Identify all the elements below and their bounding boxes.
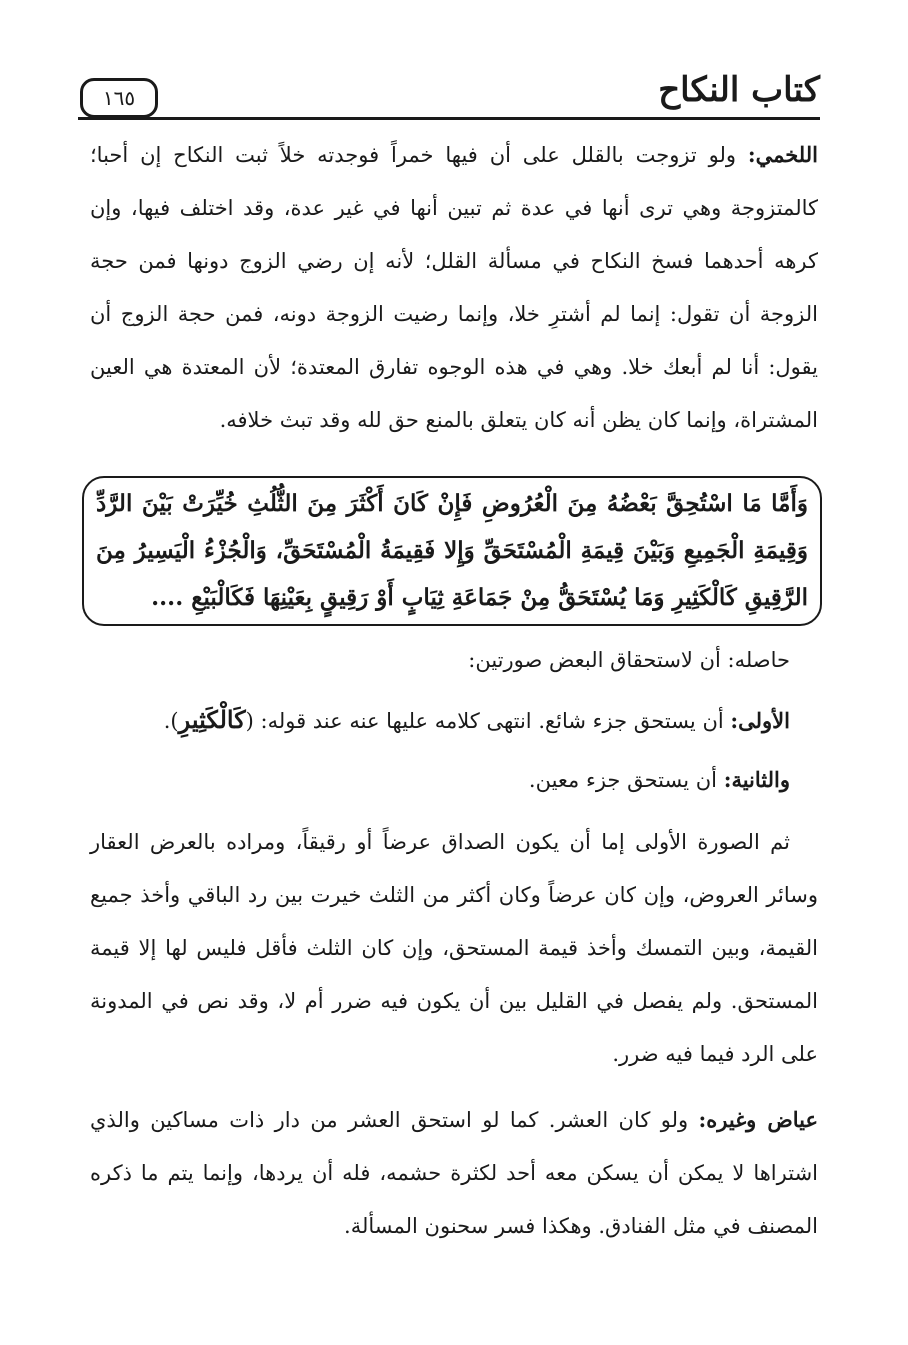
author-label-iyad: عياض وغيره: [698,1107,818,1132]
second-case-line [62,758,790,802]
explanation-paragraph: ثم الصورة الأولى إما أن يكون الصداق عرضاً أو رقيقاً، ومراده بالعرض العقار وسائر العروض، وإن كان عرضاً وكان أكثر من الثلث خيرت بين رد الباقي وأخذ جميع القيمة، وبين التمسك وأخذ قيمة المستحق، وإن كان الثلث فأقل فليس لها إلا قيمة المستحق. ولم يفصل في القليل بين أن يكون فيه ضرر أم لا، وقد نص في المدونة على الرد فيما فيه ضرر. [90,830,818,1066]
author-label-lakhmi: اللخمي: [747,142,818,167]
summary-line: حاصله: أن لاستحقاق البعض صورتين: [468,648,790,672]
matn-box [82,476,822,626]
intro-paragraph [90,128,818,447]
first-case-label: الأولى: [730,708,790,733]
header-divider [78,117,820,120]
iyad-paragraph [90,1093,818,1253]
intro-text: ولو تزوجت بالقلل على أن فيها خمراً فوجدته خلاً ثبت النكاح إن أحبا؛ كالمتزوجة وهي ترى أنها في عدة ثم تبين أنها في غير عدة، وقد اختلف فيها، وإن كرهه أحدهما فسخ النكاح في مسألة القلل؛ لأنه إن رضي الزوج دونها فمن حجة الزوجة أن تقول: إنما لم أشترِ خلا، وإنما رضيت الزوجة دونه، فمن حجة الزوج أن يقول: أنا لم أبعك خلا. وهي في هذه الوجوه تفارق المعتدة؛ لأن المعتدة هي العين المشتراة، وإنما كان يظن أنه كان يتعلق بالمنع حق لله وقد تبث خلافه. [90,143,818,432]
page-number: ١٦٥ [80,78,158,118]
matn-text: وَأَمَّا مَا اسْتُحِقَّ بَعْضُهُ مِنَ الْعُرُوضِ فَإِنْ كَانَ أَكْثَرَ مِنَ الثُّلُثِ خُيِّرَتْ بَيْنَ الرَّدِّ وَقِيمَةِ الْجَمِيعِ وَبَيْنَ قِيمَةِ الْمُسْتَحَقِّ وَإِلا فَقِيمَةُ الْمُسْتَحَقِّ، وَالْجُزْءُ الْيَسِيرُ مِنَ الرَّقِيقِ كَالْكَثِيرِ وَمَا يُسْتَحَقُّ مِنْ جَمَاعَةِ ثِيَابٍ أَوْ رَقِيقٍ بِعَيْنِهَا فَكَالْبَيْعِ .... [96,490,808,611]
first-case-line [62,698,790,743]
first-case-text: أن يستحق جزء شائع. انتهى كلامه عليها عنه عند قوله: ( [245,709,731,733]
running-header-title: كتاب النكاح [658,70,820,110]
first-case-quote: كَالْكَثِيرِ [178,705,246,734]
second-case-text: أن يستحق جزء معين. [528,768,724,792]
first-case-close: ). [163,709,179,733]
second-case-label: والثانية: [723,767,790,792]
iyad-text: ولو كان العشر. كما لو استحق العشر من دار ذات مساكين والذي اشتراها لا يمكن أن يسكن معه أحد لكثرة حشمه، فله أن يردها، وإنما يتم ما ذكره المصنف في مثل الفنادق. وهكذا فسر سحنون المسألة. [90,1108,818,1238]
